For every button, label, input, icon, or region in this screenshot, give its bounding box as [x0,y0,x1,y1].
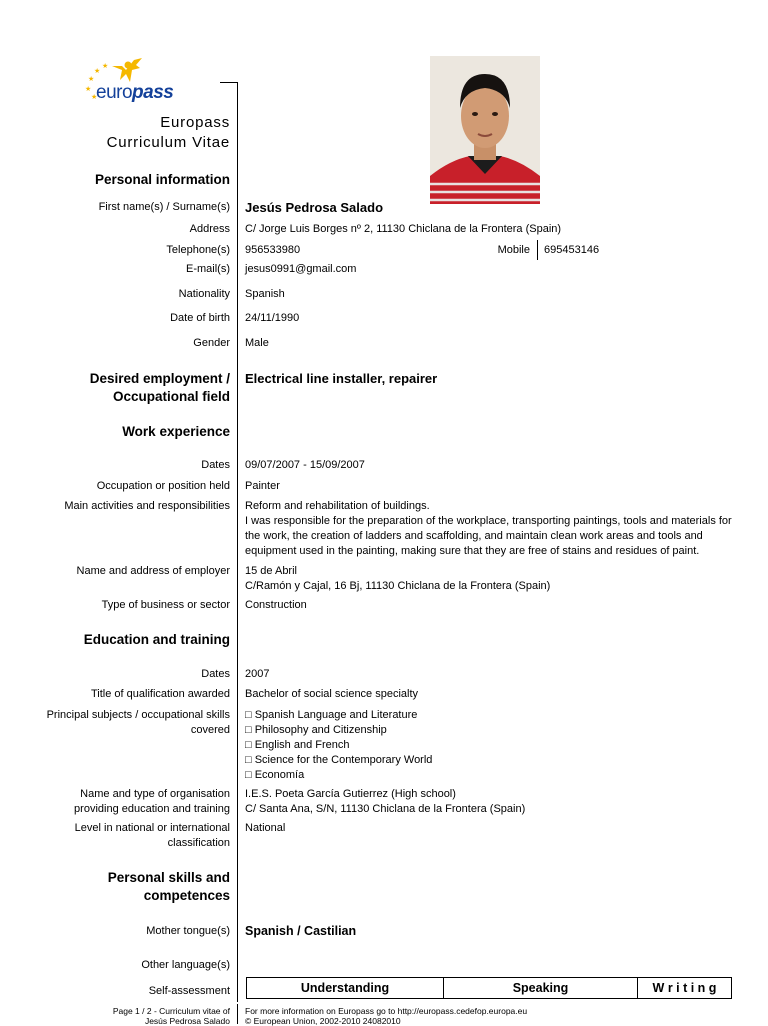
address-label: Address [189,223,230,235]
nationality-value: Spanish [245,288,285,300]
header-corner-line [220,82,238,83]
cv-title-line2: Curriculum Vitae [106,134,230,151]
level-label-line: classification [167,837,230,849]
activities-line: Reform and rehabilitation of buildings. [245,500,430,512]
footer-divider [237,1004,238,1024]
gender-value: Male [245,337,269,349]
mobile-label: Mobile [497,244,530,256]
logo-star-icon: ★ [91,94,98,101]
employer-value [245,564,550,594]
cv-title-line1: Europass [160,114,230,131]
employer-line: C/Ramón y Cajal, 16 Bj, 11130 Chiclana de la Frontera (Spain) [245,580,551,592]
list-item: □ Spanish Language and Literature [245,709,418,721]
desired-employment-label-line1: Desired employment / [89,371,230,386]
profile-photo [430,56,540,204]
logo-star-icon: ★ [102,63,109,70]
header-understanding: Understanding [247,978,444,999]
occupation-value: Painter [245,480,280,492]
list-item: □ Philosophy and Citizenship [245,724,387,736]
work-dates-label: Dates [201,459,230,471]
header-writing: W r i t i n g [638,978,732,999]
organisation-label-line: providing education and training [74,803,230,815]
organisation-line: I.E.S. Poeta García Gutierrez (High school) [245,788,456,800]
subjects-list [245,708,432,783]
telephone-label: Telephone(s) [166,244,230,256]
logo-star-icon: ★ [85,86,92,93]
subjects-label [47,708,230,738]
employer-label: Name and address of employer [76,565,230,577]
organisation-label [74,787,230,817]
gender-label: Gender [193,337,230,349]
qualification-value: Bachelor of social science specialty [245,688,419,700]
footer-europass-info [245,1006,527,1026]
edu-dates-label: Dates [201,668,230,680]
activities-line: the work, the creation of ladders and scaffolding, and maintain clean work areas and tools and [245,530,703,542]
mother-tongue-label: Mother tongue(s) [146,925,230,937]
footer-info-line: © European Union, 2002-2010 24082010 [245,1016,401,1026]
dob-label: Date of birth [170,312,230,324]
telephone-value: 956533980 [245,244,301,256]
mother-tongue-value: Spanish / Castilian [245,924,357,938]
list-item: □ Science for the Contemporary World [245,754,433,766]
organisation-line: C/ Santa Ana, S/N, 11130 Chiclana de la Frontera (Spain) [245,803,526,815]
logo-text-pass: pass [132,82,174,103]
list-item: □ Economía [245,769,305,781]
section-personal-information: Personal information [94,172,230,187]
address-value: C/ Jorge Luis Borges nº 2, 11130 Chiclana de la Frontera (Spain) [245,223,562,235]
section-skills-line1: Personal skills and [107,870,230,885]
full-name: Jesús Pedrosa Salado [245,200,384,215]
logo-star-icon: ★ [94,68,101,75]
footer-info-line: For more information on Europass go to http://europass.cedefop.europa.eu [245,1006,528,1016]
email-label: E-mail(s) [186,263,230,275]
work-dates-value: 09/07/2007 - 15/09/2007 [245,459,365,471]
header-speaking: Speaking [444,978,638,999]
nationality-label: Nationality [178,288,230,300]
column-divider [237,82,238,1002]
section-skills-line2: competences [143,888,230,903]
footer-page-info [113,1006,230,1026]
level-value: National [245,822,286,834]
footer-page-line: Page 1 / 2 - Curriculum vitae of [112,1006,230,1016]
desired-employment-value: Electrical line installer, repairer [245,371,438,386]
level-label [75,821,230,851]
activities-line: I was responsible for the preparation of the workplace, transporting paintings, tools and materials for [245,515,732,527]
occupation-label: Occupation or position held [96,480,230,492]
subjects-label-line: covered [190,724,230,736]
organisation-label-line: Name and type of organisation [80,788,230,800]
organisation-value [245,787,525,817]
edu-dates-value: 2007 [245,668,270,680]
logo-star-icon: ★ [88,76,95,83]
name-label: First name(s) / Surname(s) [98,201,230,213]
language-assessment-table [246,977,732,999]
list-item: □ English and French [245,739,350,751]
subjects-label-line: Principal subjects / occupational skills [46,709,230,721]
mobile-divider [537,240,538,260]
email-value[interactable]: jesus0991@gmail.com [245,263,357,275]
other-languages-label: Other language(s) [141,959,230,971]
footer-page-line: Jesús Pedrosa Salado [144,1016,230,1026]
business-value: Construction [245,599,307,611]
qualification-label: Title of qualification awarded [90,688,230,700]
level-label-line: Level in national or international [74,822,230,834]
dob-value: 24/11/1990 [245,312,300,324]
self-assessment-label: Self-assessment [148,985,230,997]
logo-text-euro: euro [96,82,133,103]
activities-label: Main activities and responsibilities [64,500,230,512]
employer-line: 15 de Abril [245,565,297,577]
activities-value [245,499,732,559]
desired-employment-label-line2: Occupational field [112,389,230,404]
mobile-value: 695453146 [544,244,600,256]
section-work-experience: Work experience [122,424,230,439]
section-education-training: Education and training [83,632,230,647]
activities-line: equipment used in the painting, making sure that they are free of stains and residues of paint. [245,545,700,557]
europass-logo [82,56,182,106]
business-label: Type of business or sector [101,599,230,611]
